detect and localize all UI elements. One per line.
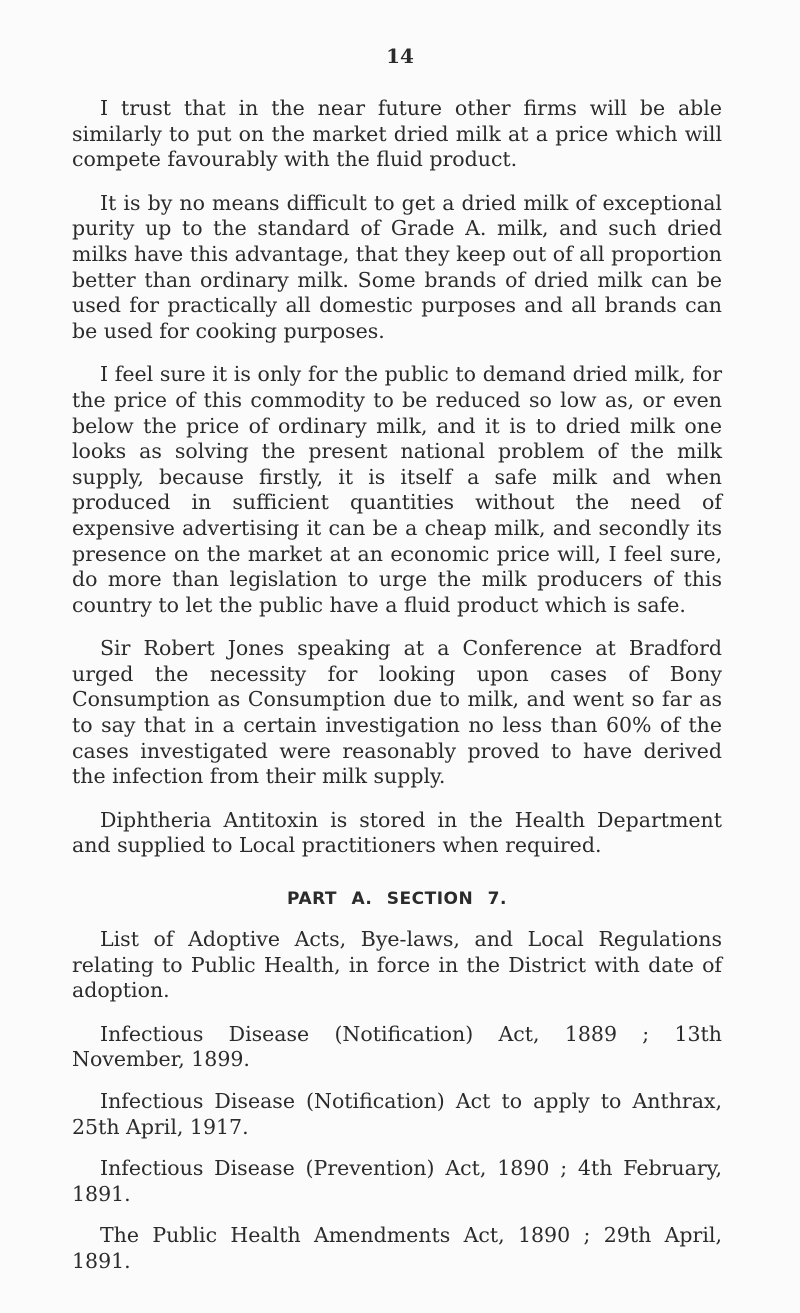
paragraph-bony-consumption: Sir Robert Jones speaking at a Conference at Bradford urged the necessity for looking upon cases of Bony Consumption as Consumption due to milk, and went so far as to say that in a certain investigation no less than 60% of the cases investigated were reasonably proved to have derived the infection from their milk supply. — [72, 636, 722, 789]
section-heading: PART A. SECTION 7. — [287, 889, 507, 910]
page-content — [72, 96, 722, 1291]
paragraph-public-demand: I feel sure it is only for the public to demand dried milk, for the price of this commodity to be reduced so low as, or even below the price of ordinary milk, and it is to dried milk one looks as solving the present national problem of the milk supply, because firstly, it is itself a safe milk and when produced in sufficient quantities without the need of expensive advertising it can be a cheap milk, and secondly its presence on the market at an economic price will, I feel sure, do more than legislation to urge the milk producers of this country to let the public have a fluid product which is safe. — [72, 362, 722, 617]
section-intro: List of Adoptive Acts, Bye-laws, and Local Regulations relating to Public Health, in force in the District with date of adoption. — [72, 927, 722, 1003]
acts-list — [72, 1022, 722, 1275]
act-item: The Public Health Amendments Act, 1890 ; 29th April, 1891. — [72, 1223, 722, 1273]
act-item: Infectious Disease (Notification) Act, 1889 ; 13th November, 1899. — [72, 1021, 722, 1072]
act-item: Infectious Disease (Notification) Act to apply to Anthrax, 25th April, 1917. — [72, 1089, 722, 1139]
paragraph-dried-milk-purity: It is by no means difficult to get a dried milk of exceptional purity up to the standard of Grade A. milk, and such dried milks have this advantage, that they keep out of all proportion better than ordinary milk. Some brands of dried milk can be used for practically all domestic purposes and all brands can be used for cooking purposes. — [72, 190, 722, 343]
paragraph-diphtheria-antitoxin: Diphtheria Antitoxin is stored in the Health Department and supplied to Local practitioners when required. — [72, 807, 722, 858]
paragraph-dried-milk-firms: I trust that in the near future other firms will be able similarly to put on the market dried milk at a price which will compete favourably with the fluid product. — [72, 96, 722, 172]
act-item: Infectious Disease (Prevention) Act, 1890 ; 4th February, 1891. — [72, 1156, 722, 1206]
page-number: 14 — [386, 44, 414, 68]
